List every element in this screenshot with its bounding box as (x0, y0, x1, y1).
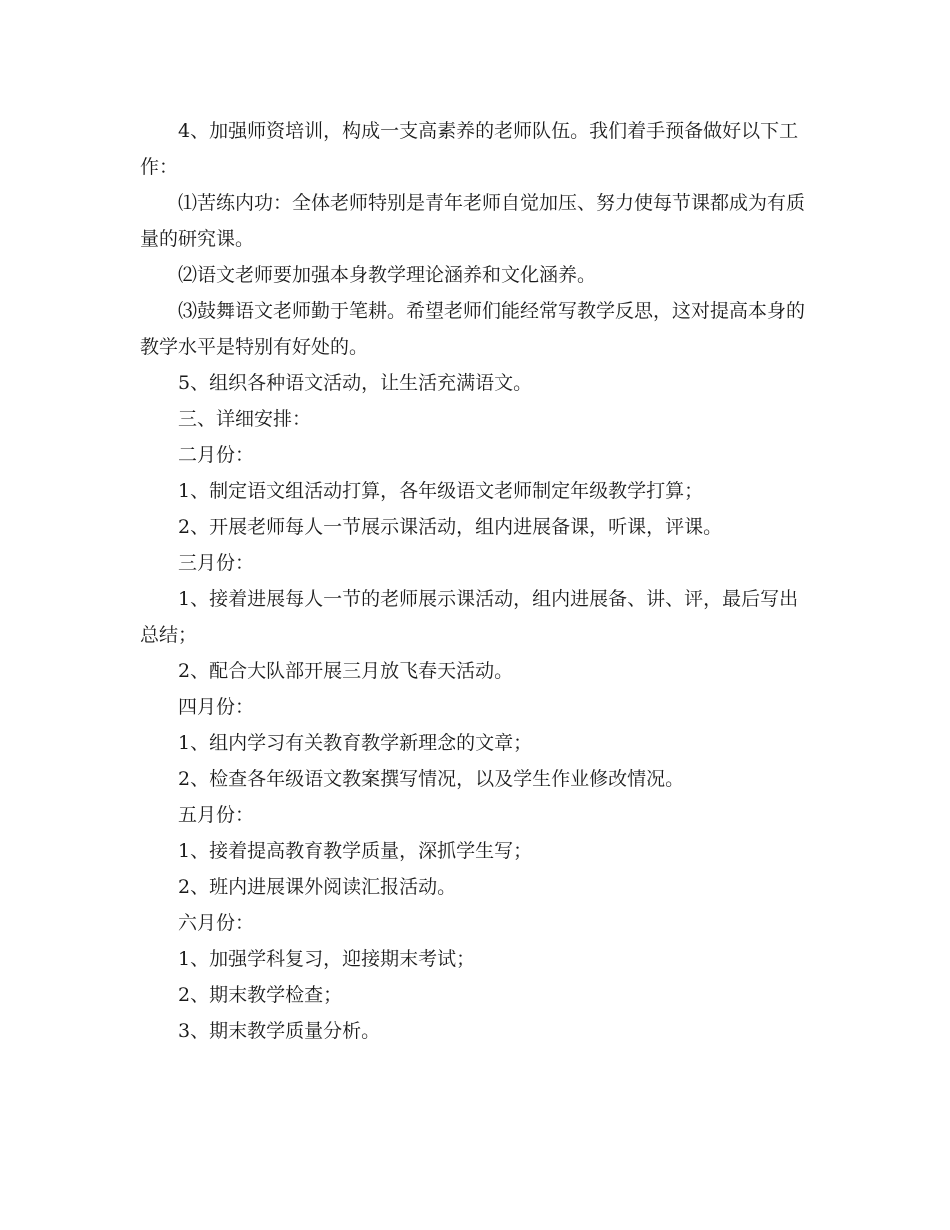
list-item: 2、期末教学检查； (178, 984, 343, 1006)
paragraph-teacher-training: 4、加强师资培训，构成一支高素养的老师队伍。我们着手预备做好以下工作： (140, 120, 799, 178)
list-item: 1、制定语文组活动打算，各年级语文老师制定年级教学打算； (178, 480, 704, 502)
list-item: 2、检查各年级语文教案撰写情况，以及学生作业修改情况。 (178, 768, 685, 790)
section-heading-schedule: 三、详细安排： (178, 408, 312, 430)
month-heading-may: 五月份： (178, 804, 255, 826)
list-item: 2、班内进展课外阅读汇报活动。 (178, 876, 457, 898)
list-item: 2、配合大队部开展三月放飞春天活动。 (178, 660, 514, 682)
list-item: 1、组内学习有关教育教学新理念的文章； (178, 732, 533, 754)
list-item: 1、接着提高教育教学质量，深抓学生写； (178, 840, 533, 862)
paragraph-item-2-cultivation: ⑵语文老师要加强本身教学理论涵养和文化涵养。 (178, 264, 597, 286)
month-heading-february: 二月份： (178, 444, 255, 466)
document-body (140, 113, 812, 1049)
list-item: 3、期末教学质量分析。 (178, 1020, 381, 1042)
paragraph-activities: 5、组织各种语文活动，让生活充满语文。 (178, 372, 533, 394)
month-heading-march: 三月份： (178, 552, 255, 574)
paragraph-item-3-writing: ⑶鼓舞语文老师勤于笔耕。希望老师们能经常写教学反思，这对提高本身的教学水平是特别有好处的。 (140, 300, 806, 358)
list-item: 2、开展老师每人一节展示课活动，组内进展备课，听课，评课。 (178, 516, 723, 538)
month-heading-april: 四月份： (178, 696, 255, 718)
paragraph-item-1-practice: ⑴苦练内功：全体老师特别是青年老师自觉加压、努力使每节课都成为有质量的研究课。 (140, 192, 806, 250)
month-heading-june: 六月份： (178, 912, 255, 934)
list-item: 1、接着进展每人一节的老师展示课活动，组内进展备、讲、评，最后写出总结； (140, 588, 799, 646)
list-item: 1、加强学科复习，迎接期末考试； (178, 948, 476, 970)
